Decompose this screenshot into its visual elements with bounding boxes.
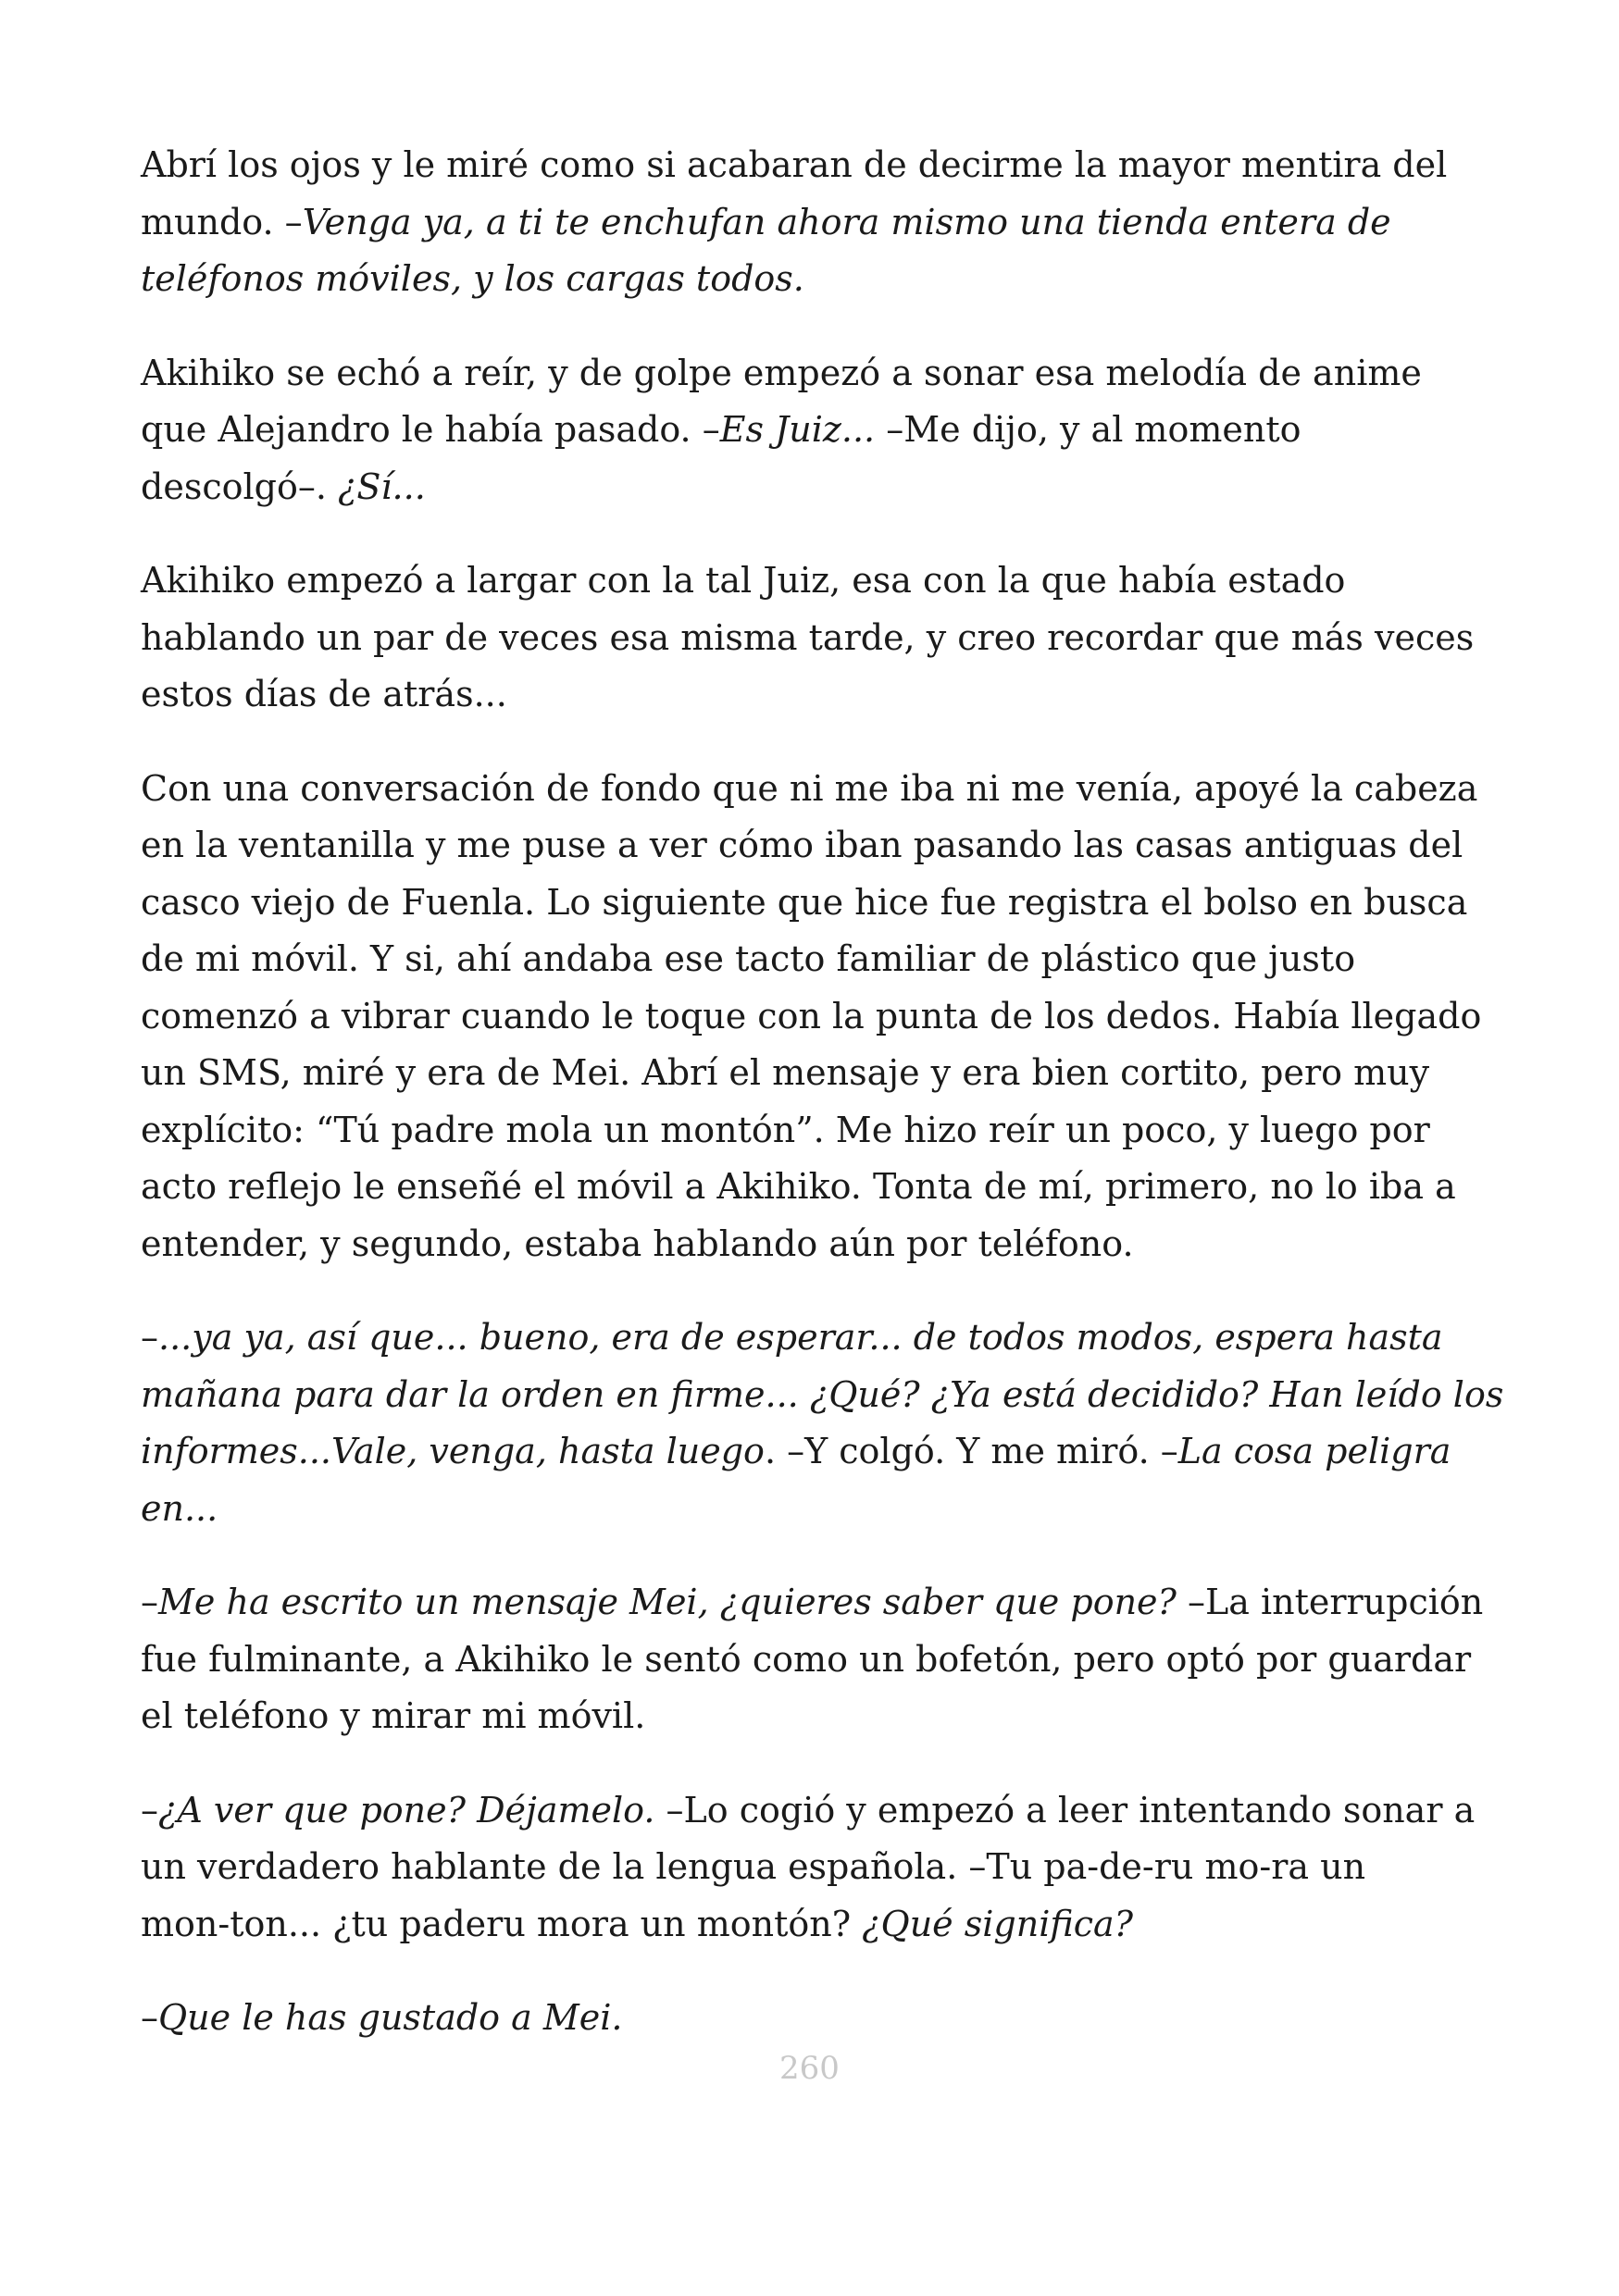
text-line: [141, 1423, 1492, 1481]
italic-text: ...ya ya, así que... bueno, era de esperar... de todos modos, espera hasta: [158, 1317, 1443, 1358]
italic-text: teléfonos móviles, y los cargas todos.: [141, 258, 804, 299]
text-segment: Con una conversación de fondo que ni me iba ni me venía, apoyé la cabeza: [141, 767, 1478, 809]
text-line: [141, 1782, 1492, 1840]
paragraph: [141, 1574, 1492, 1745]
text-segment: acto reflejo le enseñé el móvil a Akihiko. Tonta de mí, primero, no lo iba a: [141, 1166, 1456, 1207]
text-segment: el teléfono y mirar mi móvil.: [141, 1695, 646, 1736]
text-line: [141, 1309, 1492, 1367]
text-line: [141, 1102, 1492, 1160]
italic-text: en...: [141, 1487, 218, 1529]
text-line: [141, 1896, 1492, 1954]
text-segment: –: [141, 1789, 158, 1831]
text-line: [141, 875, 1492, 932]
text-line: [141, 137, 1492, 194]
text-segment: mundo. –: [141, 201, 303, 242]
paragraph: [141, 1309, 1504, 1537]
text-line: [141, 345, 1492, 403]
text-line: [141, 610, 1492, 667]
text-segment: –: [141, 1317, 158, 1358]
text-line: [141, 1159, 1492, 1216]
text-line: [141, 552, 1492, 610]
text-segment: estos días de atrás...: [141, 674, 507, 714]
text-segment: –Me dijo, y al momento: [875, 409, 1301, 450]
italic-text: mañana para dar la orden en firme... ¿Qué? ¿Ya está decidido? Han leído los: [141, 1373, 1504, 1415]
text-line: [141, 1632, 1492, 1689]
page-number: 260: [779, 2050, 840, 2087]
text-line: [141, 817, 1492, 875]
text-line: [141, 1990, 1492, 2047]
italic-text: Venga ya, a ti te enchufan ahora mismo una tienda entera de: [302, 201, 1391, 242]
text-segment: . –Y colgó. Y me miró. –: [764, 1431, 1178, 1471]
paragraph: [141, 1990, 1492, 2047]
italic-text: Me ha escrito un mensaje Mei, ¿quieres saber que pone?: [158, 1582, 1177, 1622]
text-segment: explícito: “Tú padre mola un montón”. Me hizo reír un poco, y luego por: [141, 1109, 1430, 1150]
text-segment: Abrí los ojos y le miré como si acabaran de decirme la mayor mentira del: [141, 144, 1448, 185]
text-line: [141, 1367, 1504, 1424]
text-segment: mon-ton... ¿tu paderu mora un montón?: [141, 1903, 863, 1944]
text-segment: fue fulminante, a Akihiko le sentó como un bofetón, pero optó por guardar: [141, 1638, 1472, 1680]
text-line: [141, 194, 1492, 252]
text-line: [141, 666, 1492, 724]
paragraph: [141, 137, 1492, 308]
italic-text: Que le has gustado a Mei.: [158, 1997, 623, 2038]
text-segment: un verdadero hablante de la lengua española. –Tu pa-de-ru mo-ra un: [141, 1846, 1366, 1887]
text-line: [141, 251, 1492, 308]
text-segment: en la ventanilla y me puse a ver cómo iban pasando las casas antiguas del: [141, 825, 1463, 865]
paragraph: [141, 552, 1492, 724]
text-line: [141, 1216, 1492, 1273]
italic-text: ¿Qué significa?: [862, 1903, 1134, 1944]
text-line: [141, 1688, 1492, 1745]
italic-text: ¿Sí...: [338, 465, 426, 507]
text-line: [141, 931, 1492, 988]
text-line: [141, 761, 1492, 818]
paragraph: [141, 761, 1492, 1273]
text-line: [141, 1574, 1492, 1632]
italic-text: La cosa peligra: [1177, 1431, 1451, 1471]
text-segment: –: [141, 1997, 158, 2038]
text-segment: –La interrupción: [1176, 1582, 1484, 1622]
text-segment: hablando un par de veces esa misma tarde, y creo recordar que más veces: [141, 616, 1475, 658]
italic-text: ¿A ver que pone? Déjamelo.: [158, 1789, 655, 1831]
text-line: [141, 402, 1492, 459]
text-segment: Akihiko se echó a reír, y de golpe empezó a sonar esa melodía de anime: [141, 352, 1422, 393]
text-segment: –: [141, 1582, 158, 1622]
text-line: [141, 459, 1492, 516]
italic-text: informes...Vale, venga, hasta luego: [141, 1431, 765, 1471]
text-segment: –Lo cogió y empezó a leer intentando sonar a: [654, 1789, 1476, 1831]
text-segment: comenzó a vibrar cuando le toque con la punta de los dedos. Había llegado: [141, 995, 1482, 1036]
paragraph: [141, 1782, 1492, 1954]
text-segment: casco viejo de Fuenla. Lo siguiente que hice fue registra el bolso en busca: [141, 881, 1468, 923]
text-segment: un SMS, miré y era de Mei. Abrí el mensaje y era bien cortito, pero muy: [141, 1052, 1430, 1093]
italic-text: Es Juiz...: [719, 409, 876, 450]
text-segment: descolgó–.: [141, 465, 338, 507]
body-text: [141, 137, 1504, 2047]
paragraph: [141, 345, 1492, 516]
text-line: [141, 1045, 1492, 1102]
text-line: [141, 1481, 1492, 1538]
text-line: [141, 988, 1492, 1046]
text-segment: Akihiko empezó a largar con la tal Juiz, esa con la que había estado: [141, 560, 1346, 601]
text-segment: entender, y segundo, estaba hablando aún por teléfono.: [141, 1222, 1134, 1264]
text-segment: que Alejandro le había pasado. –: [141, 409, 720, 450]
text-line: [141, 1839, 1492, 1896]
text-segment: de mi móvil. Y si, ahí andaba ese tacto familiar de plástico que justo: [141, 938, 1356, 979]
